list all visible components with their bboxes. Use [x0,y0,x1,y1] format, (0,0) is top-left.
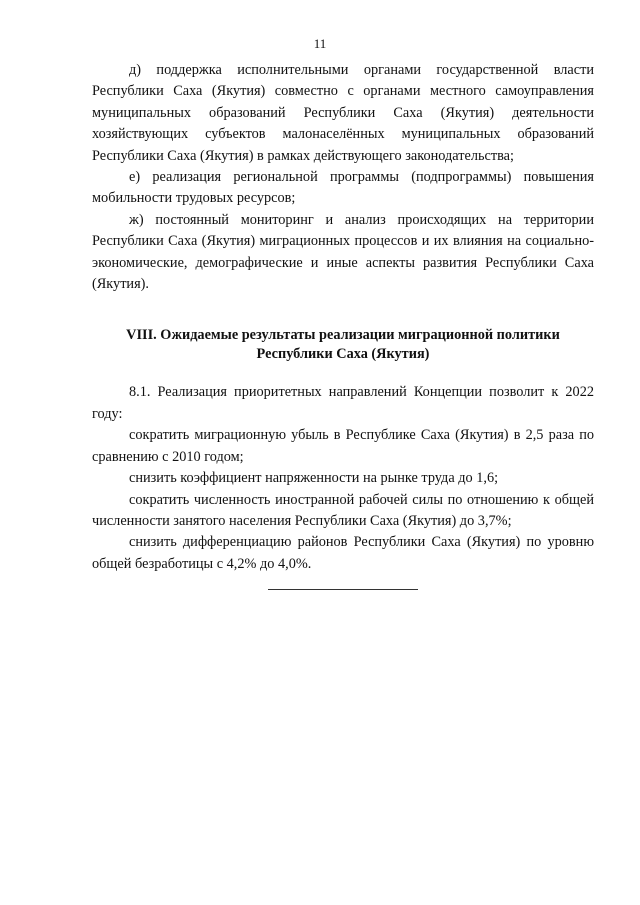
document-body [92,60,594,575]
goal-item: снизить коэффициент напряженности на рынке труда до 1,6; [129,470,499,487]
section-heading-line1: VIII. Ожидаемые результаты реализации миграционной политики [126,327,560,344]
end-separator-line [268,589,418,590]
section-intro: 8.1. Реализация приоритетных направлений Концепции позволит к 2022 году: [92,384,594,422]
goal-item: сократить миграционную убыль в Республике Саха (Якутия) в 2,5 раза по сравнению с 2010 годом; [92,427,594,465]
goal-item: снизить дифференциацию районов Республики Саха (Якутия) по уровню общей безработицы с 4,2% до 4,0%. [92,534,594,572]
list-item-zh: ж) постоянный мониторинг и анализ происходящих на территории Республики Саха (Якутия) миграционных процессов и их влияния на социально-экономические, демографические и иные аспекты развития Республики Саха (Якутия). [92,211,594,293]
section-heading [92,326,594,364]
section-heading-line2: Республики Саха (Якутия) [256,346,430,363]
list-item-d: д) поддержка исполнительными органами государственной власти Республики Саха (Якутия) совместно с органами местного самоуправления муниципальных образований Республики Саха (Якутия) деятельности хозяйствующих субъектов малонаселённых муниципальных образований Республики Саха (Якутия) в рамках действующего законодательства; [92,62,594,164]
page-number: 11 [313,36,327,51]
goal-item: сократить численность иностранной рабочей силы по отношению к общей численности занятого населения Республики Саха (Якутия) до 3,7%; [92,491,594,529]
list-item-e: е) реализация региональной программы (подпрограммы) повышения мобильности трудовых ресурсов; [92,169,594,207]
